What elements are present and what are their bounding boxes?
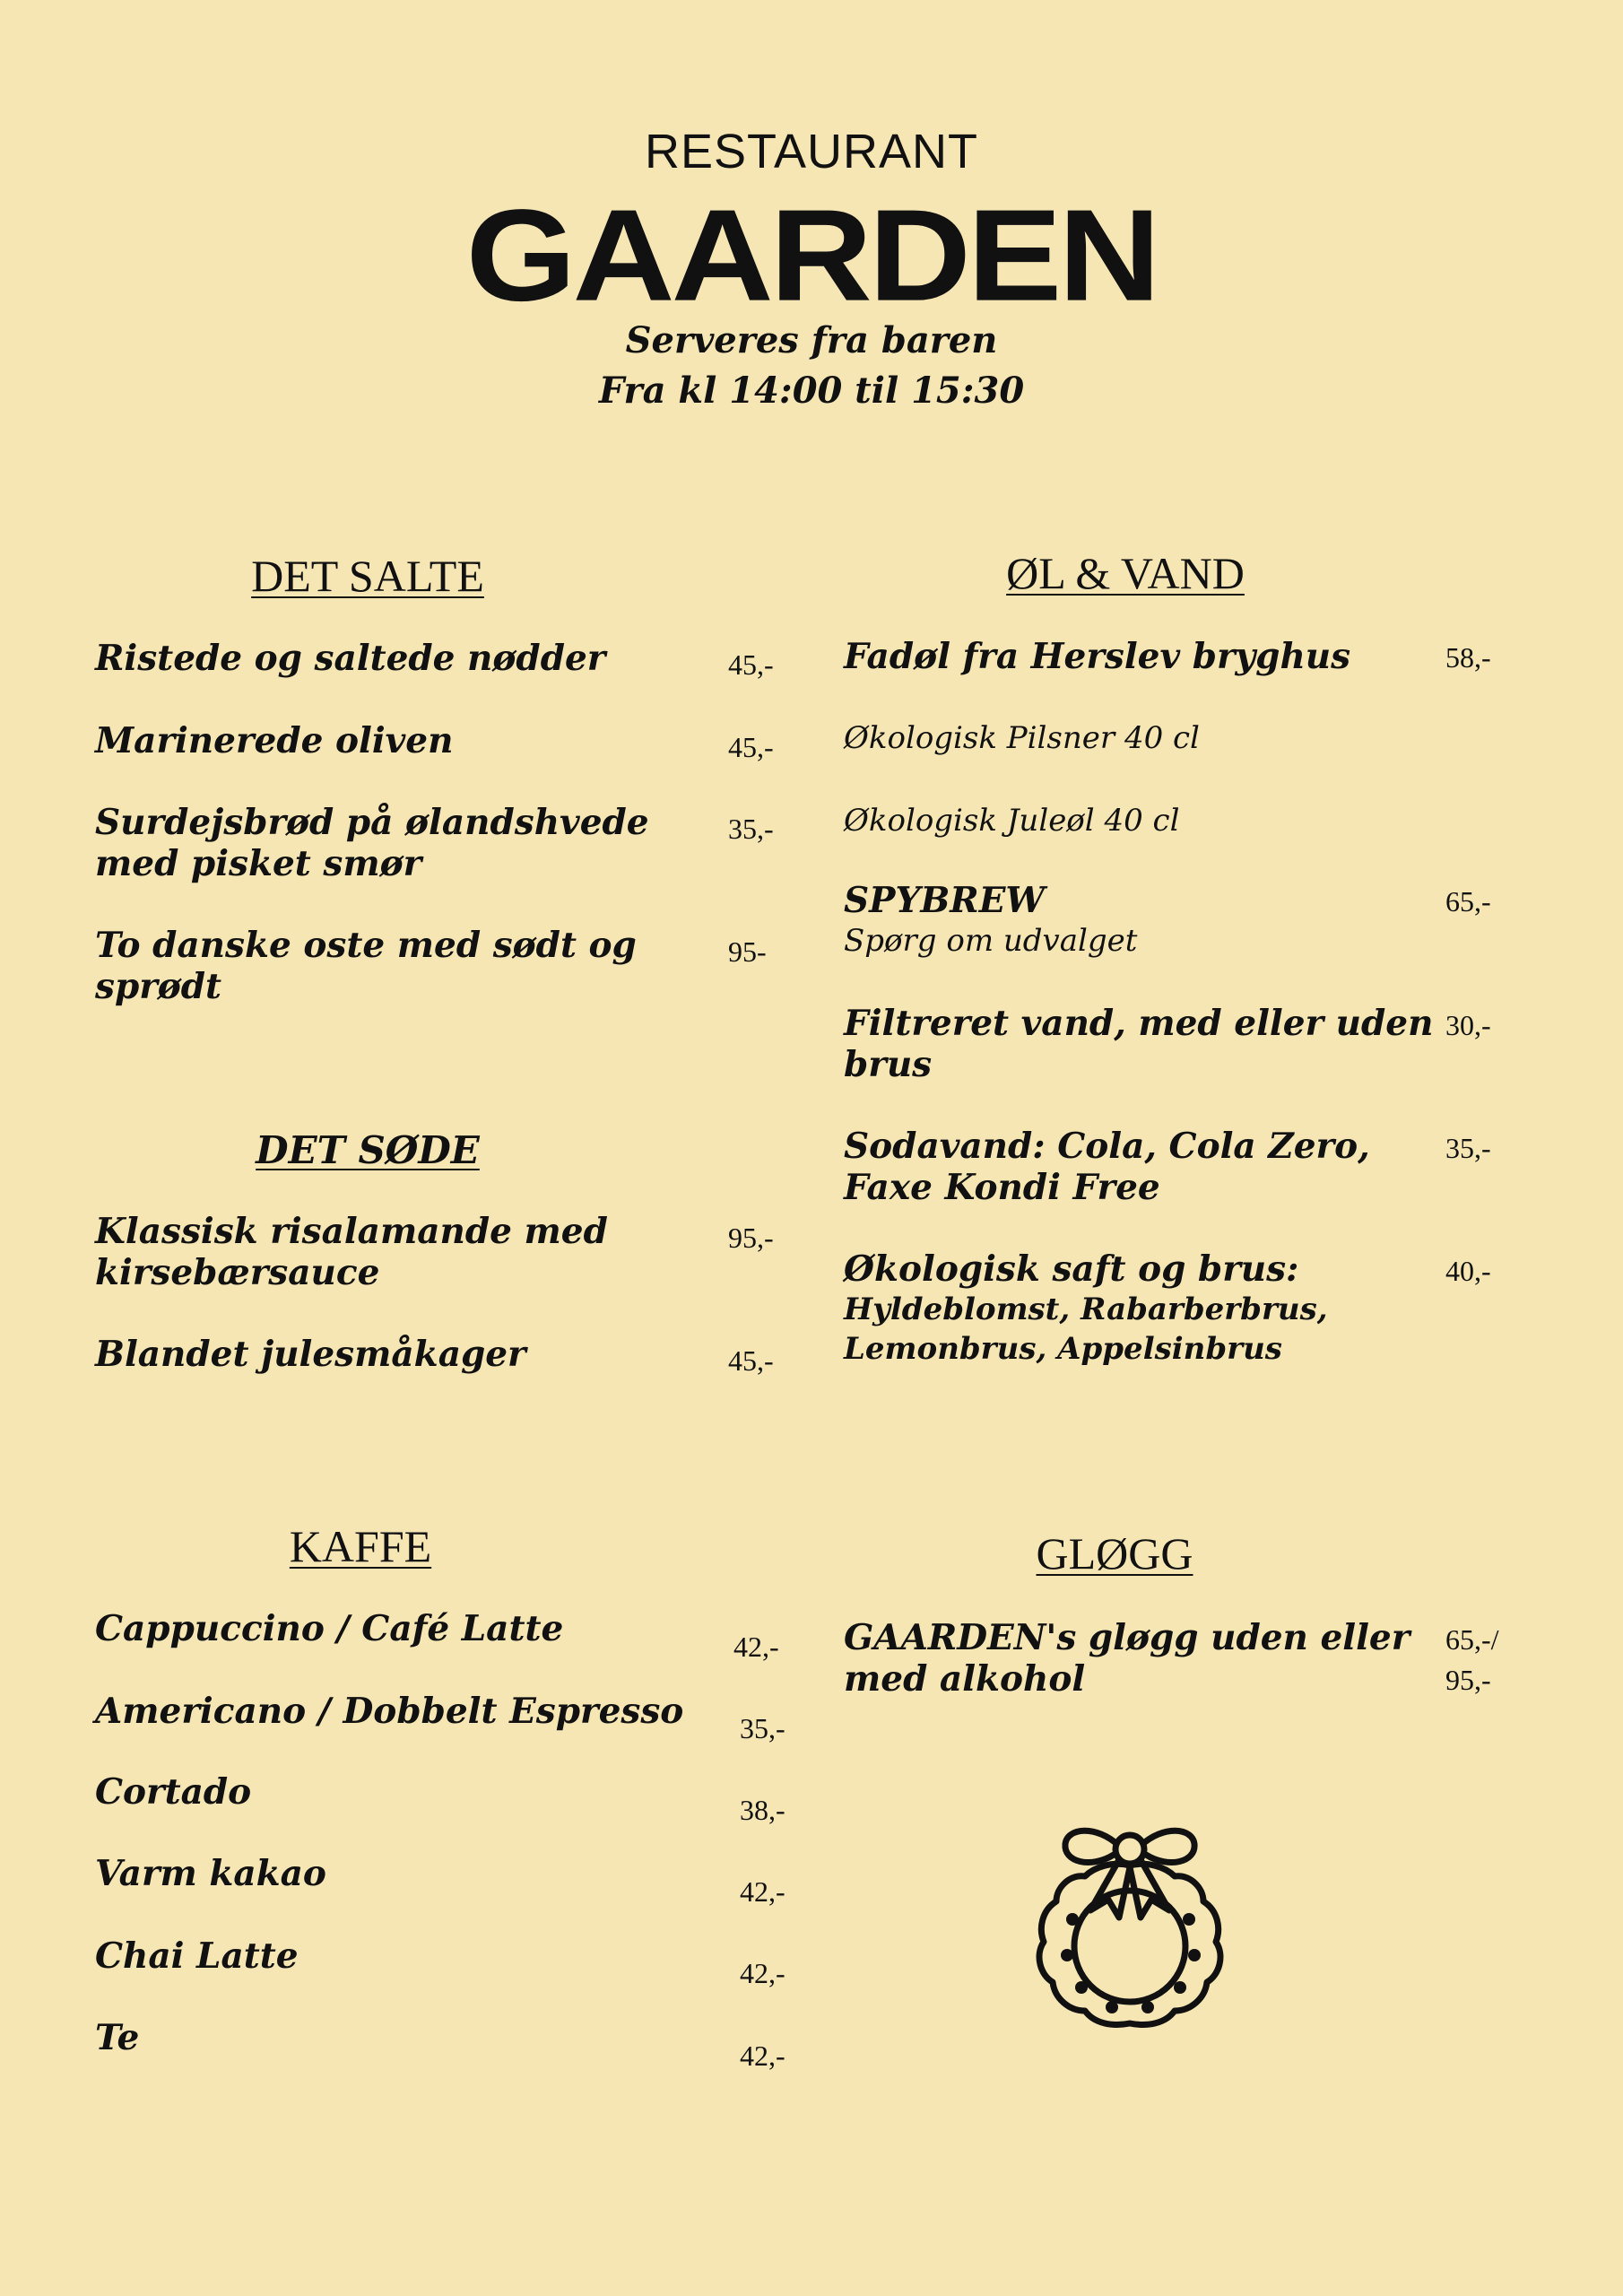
item-price-alt: 95,-	[1445, 1664, 1491, 1696]
item-price: 45,-	[728, 731, 774, 763]
menu-item	[95, 1935, 299, 1977]
menu-item	[95, 1691, 683, 1732]
item-price: 42,-	[740, 1957, 785, 1989]
item-name-line2: med pisket smør	[95, 843, 422, 884]
item-name: Cortado	[95, 1771, 252, 1813]
item-price: 95-	[728, 935, 767, 968]
item-name: Varm kakao	[95, 1853, 326, 1894]
menu-item	[95, 1771, 251, 1813]
item-price: 42,-	[733, 1631, 779, 1663]
item-description: Hyldeblomst, Rabarberbrus,	[844, 1292, 1328, 1327]
item-name: Americano / Dobbelt Espresso	[95, 1691, 684, 1732]
item-description: Spørg om udvalget	[844, 923, 1138, 959]
item-price: 65,-/	[1445, 1623, 1499, 1656]
menu-item	[95, 925, 637, 1007]
item-price: 95,-	[728, 1222, 774, 1254]
item-name: Økologisk saft og brus:	[844, 1248, 1299, 1290]
item-name-line2: kirsebærsauce	[95, 1252, 380, 1293]
item-name: Økologisk Pilsner 40 cl	[844, 720, 1200, 756]
serving-hours: Fra kl 14:00 til 15:30	[598, 370, 1025, 412]
menu-item	[95, 1608, 563, 1649]
menu-item	[95, 638, 605, 679]
item-name: Cappuccino / Café Latte	[95, 1608, 564, 1649]
item-name-line2: Faxe Kondi Free	[844, 1167, 1160, 1208]
item-name: Ristede og saltede nødder	[95, 638, 606, 679]
item-price: 65,-	[1445, 885, 1491, 918]
item-name: Te	[95, 2017, 140, 2058]
section-title-glogg: GLØGG	[1036, 1528, 1193, 1578]
item-name: Chai Latte	[95, 1935, 299, 1977]
menu-item	[844, 1248, 1328, 1369]
item-name: GAARDEN's gløgg uden eller	[844, 1617, 1410, 1658]
item-price: 58,-	[1445, 641, 1491, 674]
menu-item	[95, 720, 453, 761]
item-name: Surdejsbrød på ølandshvede	[95, 802, 649, 843]
item-name: Marinerede oliven	[95, 720, 454, 761]
item-name: SPYBREW	[844, 880, 1046, 921]
restaurant-label: RESTAURANT	[644, 125, 979, 178]
menu-item	[95, 2017, 139, 2058]
item-price: 30,-	[1445, 1009, 1491, 1041]
section-title-kaffe: KAFFE	[289, 1521, 432, 1571]
menu-item	[844, 636, 1350, 677]
menu-item	[95, 1211, 608, 1293]
menu-item	[844, 801, 1179, 840]
item-name-line2: med alkohol	[844, 1658, 1086, 1700]
menu-item	[844, 1126, 1370, 1208]
item-name: To danske oste med sødt og	[95, 925, 637, 966]
item-price: 45,-	[728, 648, 774, 681]
item-description-line2: Lemonbrus, Appelsinbrus	[844, 1331, 1282, 1367]
section-title-det-sode: DET SØDE	[256, 1128, 480, 1172]
item-name: Sodavand: Cola, Cola Zero,	[844, 1126, 1370, 1167]
section-title-ol-vand: ØL & VAND	[1006, 548, 1245, 598]
item-price: 38,-	[740, 1794, 785, 1826]
item-name: Blandet julesmåkager	[95, 1334, 526, 1375]
wreath-icon	[1013, 1812, 1246, 2045]
menu-item	[844, 718, 1200, 758]
menu-item	[844, 1617, 1410, 1700]
item-price: 35,-	[1445, 1132, 1491, 1164]
item-name: Økologisk Juleøl 40 cl	[844, 803, 1180, 839]
menu-item	[844, 880, 1137, 961]
item-price: 40,-	[1445, 1255, 1491, 1287]
item-name-line2: sprødt	[95, 966, 222, 1007]
item-name: Klassisk risalamande med	[95, 1211, 608, 1252]
restaurant-name: GAARDEN	[465, 183, 1158, 328]
menu-item	[95, 1334, 526, 1375]
section-title-det-salte: DET SALTE	[251, 551, 484, 601]
serving-note: Serveres fra baren	[625, 319, 998, 361]
item-name-line2: brus	[844, 1044, 933, 1085]
item-price: 35,-	[740, 1712, 785, 1744]
item-price: 35,-	[728, 813, 774, 845]
item-price: 42,-	[740, 2039, 785, 2072]
menu-item	[844, 1003, 1433, 1085]
item-name: Filtreret vand, med eller uden	[844, 1003, 1434, 1044]
menu-item	[95, 802, 649, 884]
item-price: 42,-	[740, 1875, 785, 1908]
menu-item	[95, 1853, 326, 1894]
item-price: 45,-	[728, 1344, 774, 1377]
item-name: Fadøl fra Herslev bryghus	[844, 636, 1351, 677]
